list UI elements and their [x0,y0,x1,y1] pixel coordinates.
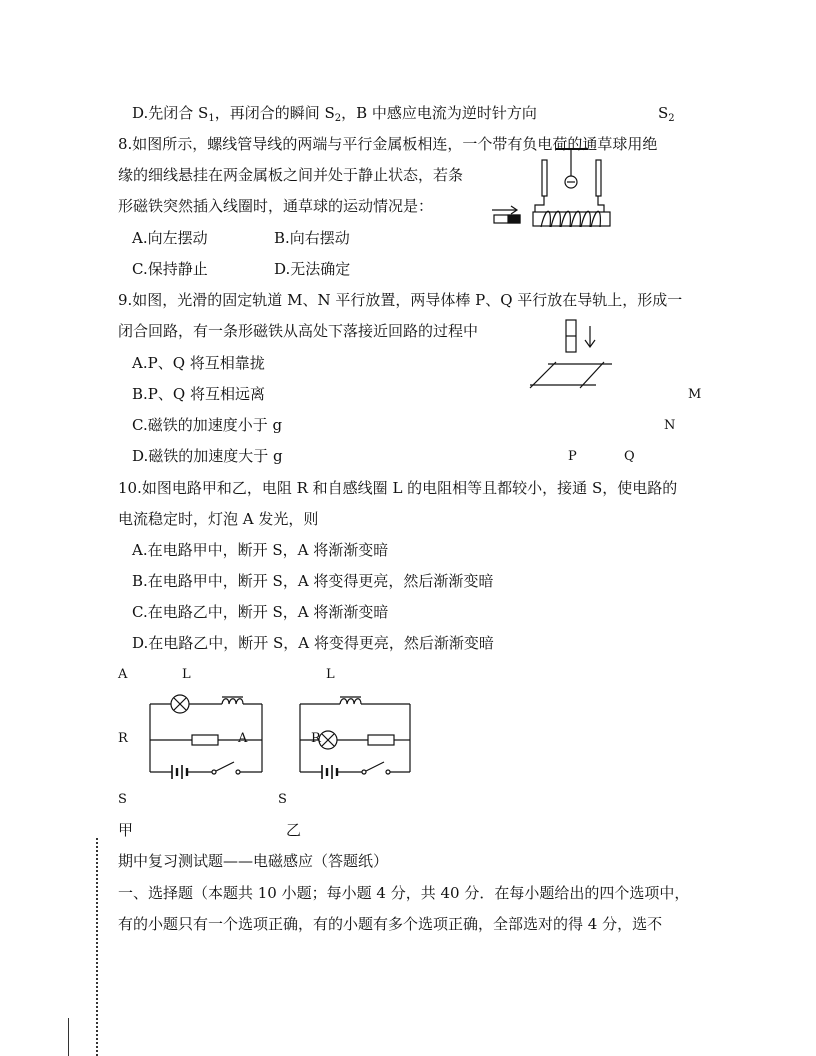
circuit-jia-switch-icon [216,762,234,771]
q9-option-d: D.磁铁的加速度大于 g [132,447,283,465]
q10-fig-label-r-left: R [118,731,128,746]
q8-left-plate [542,160,547,196]
q7-option-d: D.先闭合 $S_1$，再闭合的瞬间 $S_2$，B 中感应电流为逆时针方向 [132,104,537,124]
circuit-yi [300,697,410,779]
q9-stem-line-2: 闭合回路，有一条形磁铁从高处下落接近回路的过程中 [118,322,479,340]
q8-option-a: A.向左摆动 [132,229,208,247]
q10-option-b: B.在电路甲中，断开 S，A 将变得更亮，然后渐渐变暗 [132,572,494,590]
q9-rod-p [530,362,556,388]
q8-right-plate [596,160,601,196]
q9-label-n: N [664,418,676,433]
q10-fig-label-yi: 乙 [286,821,302,839]
answer-sheet-title: 期中复习测试题——电磁感应（答题纸） [118,852,389,870]
section1-line-2: 有的小题只有一个选项正确，有的小题有多个选项正确，全部选对的得 4 分，选不 [118,915,663,933]
q10-option-c: C.在电路乙中，断开 S，A 将渐渐变暗 [132,603,389,621]
q10-fig-label-a-left: A [118,667,128,682]
q9-option-a: A.P、Q 将互相靠拢 [132,354,265,372]
q10-stem-line-2: 电流稳定时，灯泡 A 发光，则 [118,510,319,528]
q10-option-d: D.在电路乙中，断开 S，A 将变得更亮，然后渐渐变暗 [132,634,494,652]
circuit-jia-resistor-icon [192,735,218,745]
q9-rod-q [580,362,604,388]
q10-fig-label-jia: 甲 [118,821,134,839]
q10-fig-label-l-right: L [326,667,335,682]
q9-label-p: P [568,449,577,464]
q8-option-d: D.无法确定 [274,260,351,278]
circuit-yi-inductor-icon [340,699,361,704]
circuit-yi-switch-icon [366,762,384,771]
q9-option-b: B.P、Q 将互相远离 [132,385,265,403]
q7-figure-label-s2: $S_2$ [658,104,675,124]
q9-figure [530,320,612,388]
q10-fig-label-s-left: S [118,792,127,807]
q10-stem-line-1: 10.如图电路甲和乙，电阻 R 和自感线圈 L 的电阻相等且都较小，接通 S，使电路的 [118,479,678,497]
circuit-jia [150,695,262,779]
q10-fig-label-l-left: L [182,667,191,682]
q9-label-q: Q [624,449,635,464]
q8-stem-line-2: 缘的细线悬挂在两金属板之间并处于静止状态，若条 [118,166,464,184]
circuit-jia-inductor-icon [222,699,243,704]
q9-option-c: C.磁铁的加速度小于 g [132,416,283,434]
circuit-yi-resistor-icon [368,735,394,745]
q10-fig-label-s-right: S [278,792,287,807]
q10-fig-label-a-mid: A [238,731,248,746]
q8-figure [492,149,610,227]
q9-stem-line-1: 9.如图，光滑的固定轨道 M、N 平行放置，两导体棒 P、Q 平行放在导轨上，形成一 [118,291,683,309]
q8-stem-line-1: 8.如图所示，螺线管导线的两端与平行金属板相连，一个带有负电荷的通草球用绝 [118,135,658,153]
q8-stem-line-3: 形磁铁突然插入线圈时，通草球的运动情况是： [118,197,434,215]
q8-option-c: C.保持静止 [132,260,208,278]
q10-fig-label-r-right: R [311,731,321,746]
section1-line-1: 一、选择题（本题共 10 小题；每小题 4 分，共 40 分．在每小题给出的四个选项中， [118,884,690,902]
q10-option-a: A.在电路甲中，断开 S，A 将渐渐变暗 [132,541,389,559]
q9-label-m: M [688,387,702,402]
q8-option-b: B.向右摆动 [274,229,350,247]
